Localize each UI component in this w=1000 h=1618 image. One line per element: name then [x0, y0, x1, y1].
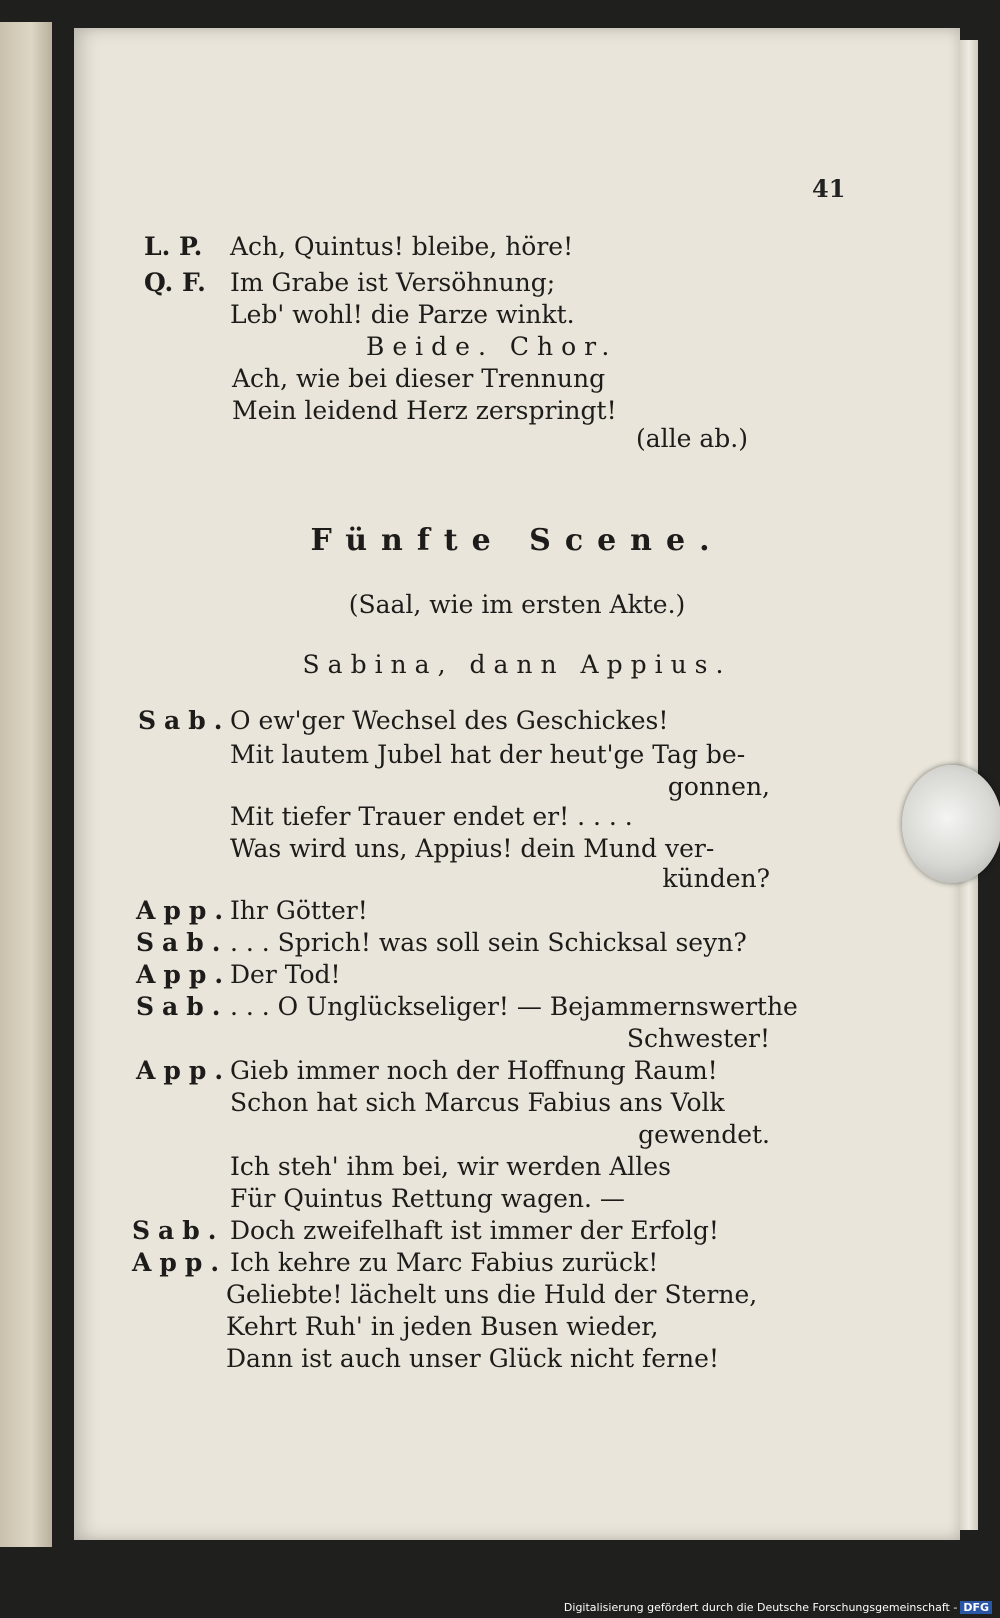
dialogue-line: Geliebte! lächelt uns die Huld der Sterne, — [226, 1280, 758, 1309]
speaker-label: App. — [132, 1248, 228, 1277]
stage-direction-exit: (alle ab.) — [636, 424, 748, 453]
digitization-credit — [564, 1601, 992, 1614]
dialogue-line: gewendet. — [638, 1120, 770, 1149]
dialogue-line: Ich kehre zu Marc Fabius zurück! — [230, 1248, 659, 1277]
dialogue-line: Für Quintus Rettung wagen. — — [230, 1184, 625, 1213]
dialogue-line: Gieb immer noch der Hoffnung Raum! — [230, 1056, 718, 1085]
credit-text: Digitalisierung gefördert durch die Deutsche Forschungsgemeinschaft - — [563, 1601, 958, 1614]
speaker-label: Sab. — [138, 706, 231, 735]
dialogue-line: O ew'ger Wechsel des Geschickes! — [230, 706, 669, 735]
dialogue-line: Der Tod! — [230, 960, 341, 989]
dialogue-line: Schwester! — [626, 1024, 770, 1053]
speaker-label: App. — [136, 1056, 232, 1085]
character-list: Sabina, dann Appius. — [302, 650, 732, 679]
page-number: 41 — [812, 174, 846, 203]
verse-line: Mein leidend Herz zerspringt! — [232, 396, 617, 425]
dialogue-line: künden? — [662, 864, 770, 893]
dialogue-line: Mit lautem Jubel hat der heut'ge Tag be- — [230, 740, 746, 769]
dialogue-line: Doch zweifelhaft ist immer der Erfolg! — [230, 1216, 719, 1245]
speaker-label: Sab. — [136, 928, 229, 957]
dialogue-line: . . . Sprich! was soll sein Schicksal seyn? — [230, 928, 747, 957]
dialogue-line: Dann ist auch unser Glück nicht ferne! — [226, 1344, 719, 1373]
speaker-label: Sab. — [136, 992, 229, 1021]
dialogue-line: Ihr Götter! — [230, 896, 368, 925]
verse-line: Ach, wie bei dieser Trennung — [232, 364, 606, 393]
scene-heading: Fünfte Scene. — [310, 523, 724, 558]
left-page-edge — [0, 22, 52, 1547]
dialogue-line: Kehrt Ruh' in jeden Busen wieder, — [226, 1312, 659, 1341]
page-clip — [902, 765, 1000, 883]
dialogue-line: Schon hat sich Marcus Fabius ans Volk — [230, 1088, 725, 1117]
dialogue-line: Was wird uns, Appius! dein Mund ver- — [230, 834, 715, 863]
verse-line: Im Grabe ist Versöhnung; — [230, 268, 556, 297]
verse-line: Ach, Quintus! bleibe, höre! — [230, 232, 574, 261]
dialogue-line: gonnen, — [667, 772, 770, 801]
speaker-label: App. — [136, 896, 232, 925]
stage-direction: (Saal, wie im ersten Akte.) — [348, 590, 686, 619]
dialogue-line: Mit tiefer Trauer endet er! . . . . — [230, 802, 633, 831]
dialogue-line: Ich steh' ihm bei, wir werden Alles — [230, 1152, 671, 1181]
dialogue-line: . . . O Unglückseliger! — Bejammernswerthe — [230, 992, 798, 1021]
speaker-label: Sab. — [132, 1216, 225, 1245]
dfg-logo: DFG — [960, 1601, 992, 1614]
speaker-label: App. — [136, 960, 232, 989]
speaker-label: Q. F. — [144, 268, 206, 297]
chorus-heading: Beide. Chor. — [366, 332, 618, 361]
speaker-label: L. P. — [144, 232, 203, 261]
verse-line: Leb' wohl! die Parze winkt. — [230, 300, 575, 329]
